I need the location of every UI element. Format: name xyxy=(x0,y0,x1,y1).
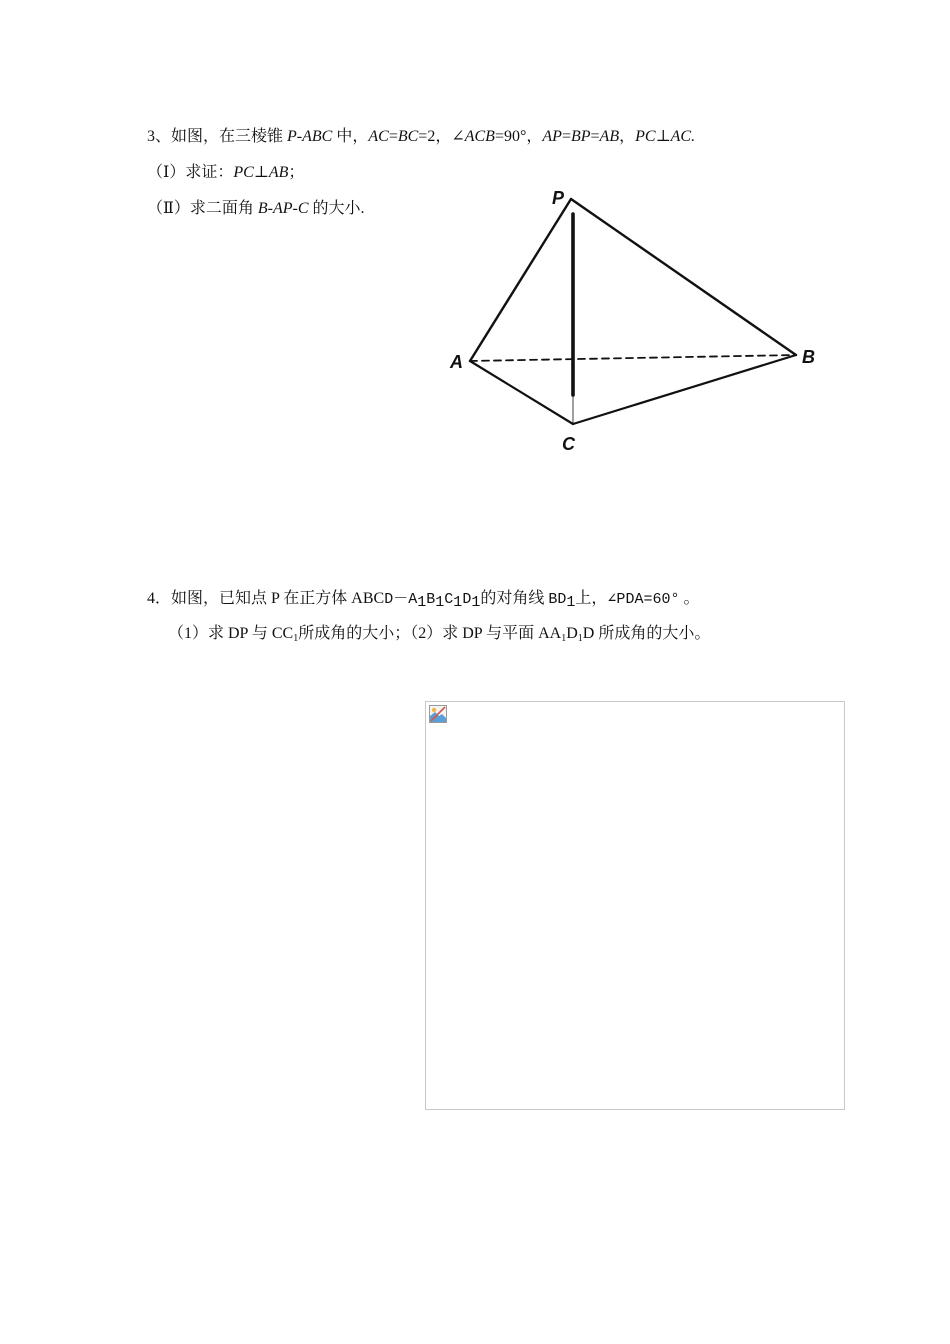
text-segment: 中， xyxy=(332,128,369,145)
text-segment: （Ⅰ）求证： xyxy=(147,164,234,181)
text-segment: B xyxy=(257,200,268,217)
subscript: 1 xyxy=(471,594,481,611)
text-segment: 3、如图，在三棱锥 xyxy=(147,128,288,145)
text-segment: D 所成角的大小。 xyxy=(582,625,711,642)
text-segment: = xyxy=(590,128,600,145)
text-segment: ∠PDA=60° xyxy=(607,591,680,608)
text-segment: - xyxy=(296,128,303,145)
text-segment: = xyxy=(561,128,571,145)
edge-ac xyxy=(470,361,573,424)
text-segment: = xyxy=(388,128,398,145)
text-segment: BP xyxy=(570,128,591,145)
text-segment: ， xyxy=(619,128,636,145)
text-segment: ABC xyxy=(302,128,333,145)
problem3-part1 xyxy=(147,162,304,184)
text-segment: AC xyxy=(670,128,692,145)
text-segment: 4．如图，已知点 P 在正方体 ABC xyxy=(147,590,385,607)
text-segment: . xyxy=(691,128,696,145)
text-segment: （1）求 DP 与 CC xyxy=(168,625,294,642)
text-segment: ⊥ xyxy=(655,128,671,145)
text-segment: BD xyxy=(548,591,567,608)
text-segment: - xyxy=(292,200,298,217)
text-segment: P xyxy=(287,128,297,145)
text-segment: PC xyxy=(233,164,254,181)
text-segment: AB xyxy=(268,164,289,181)
text-segment: D－A xyxy=(384,591,418,608)
text-segment: B xyxy=(426,591,436,608)
vertex-label-b: B xyxy=(802,347,815,367)
text-segment: 的大小. xyxy=(308,200,365,217)
text-segment: 的对角线 xyxy=(480,590,549,607)
subscript: 1 xyxy=(566,594,576,611)
problem4-statement xyxy=(147,588,699,611)
vertex-label-p: P xyxy=(552,188,565,208)
text-segment: BC xyxy=(397,128,419,145)
subscript: 1 xyxy=(561,633,567,644)
text-segment: AP xyxy=(273,200,293,217)
text-segment: 。 xyxy=(679,590,700,607)
text-segment: D xyxy=(566,625,578,642)
problem3-part2 xyxy=(147,198,365,220)
edge-cb xyxy=(573,355,796,424)
problem3-statement xyxy=(147,126,695,148)
text-segment: =2，∠ xyxy=(418,128,465,145)
text-segment: AP xyxy=(542,128,562,145)
text-segment: 所成角的大小；（2）求 DP 与平面 AA xyxy=(298,625,562,642)
problem4-questions xyxy=(168,623,710,645)
text-segment: ACB xyxy=(464,128,495,145)
subscript: 1 xyxy=(417,594,427,611)
text-segment: ⊥ xyxy=(253,164,269,181)
text-segment: =90°， xyxy=(494,128,543,145)
subscript: 1 xyxy=(293,633,299,644)
text-segment: C xyxy=(297,200,309,217)
text-segment: （Ⅱ）求二面角 xyxy=(147,200,258,217)
edge-pa xyxy=(470,199,571,361)
subscript: 1 xyxy=(453,594,463,611)
text-segment: PC xyxy=(635,128,656,145)
text-segment: ； xyxy=(288,164,305,181)
edge-pb xyxy=(571,199,796,355)
cube-figure-placeholder xyxy=(425,701,845,1110)
text-segment: C xyxy=(444,591,454,608)
edge-ab-hidden xyxy=(470,355,796,361)
subscript: 1 xyxy=(577,633,583,644)
text-segment: AC xyxy=(368,128,389,145)
pyramid-figure xyxy=(438,180,828,460)
text-segment: - xyxy=(267,200,273,217)
subscript: 1 xyxy=(435,594,445,611)
text-segment: 上， xyxy=(575,590,608,607)
text-segment: D xyxy=(462,591,472,608)
vertex-label-a: A xyxy=(450,352,463,372)
text-segment: AB xyxy=(599,128,620,145)
broken-image-icon xyxy=(429,705,447,723)
vertex-label-c: C xyxy=(562,434,575,454)
